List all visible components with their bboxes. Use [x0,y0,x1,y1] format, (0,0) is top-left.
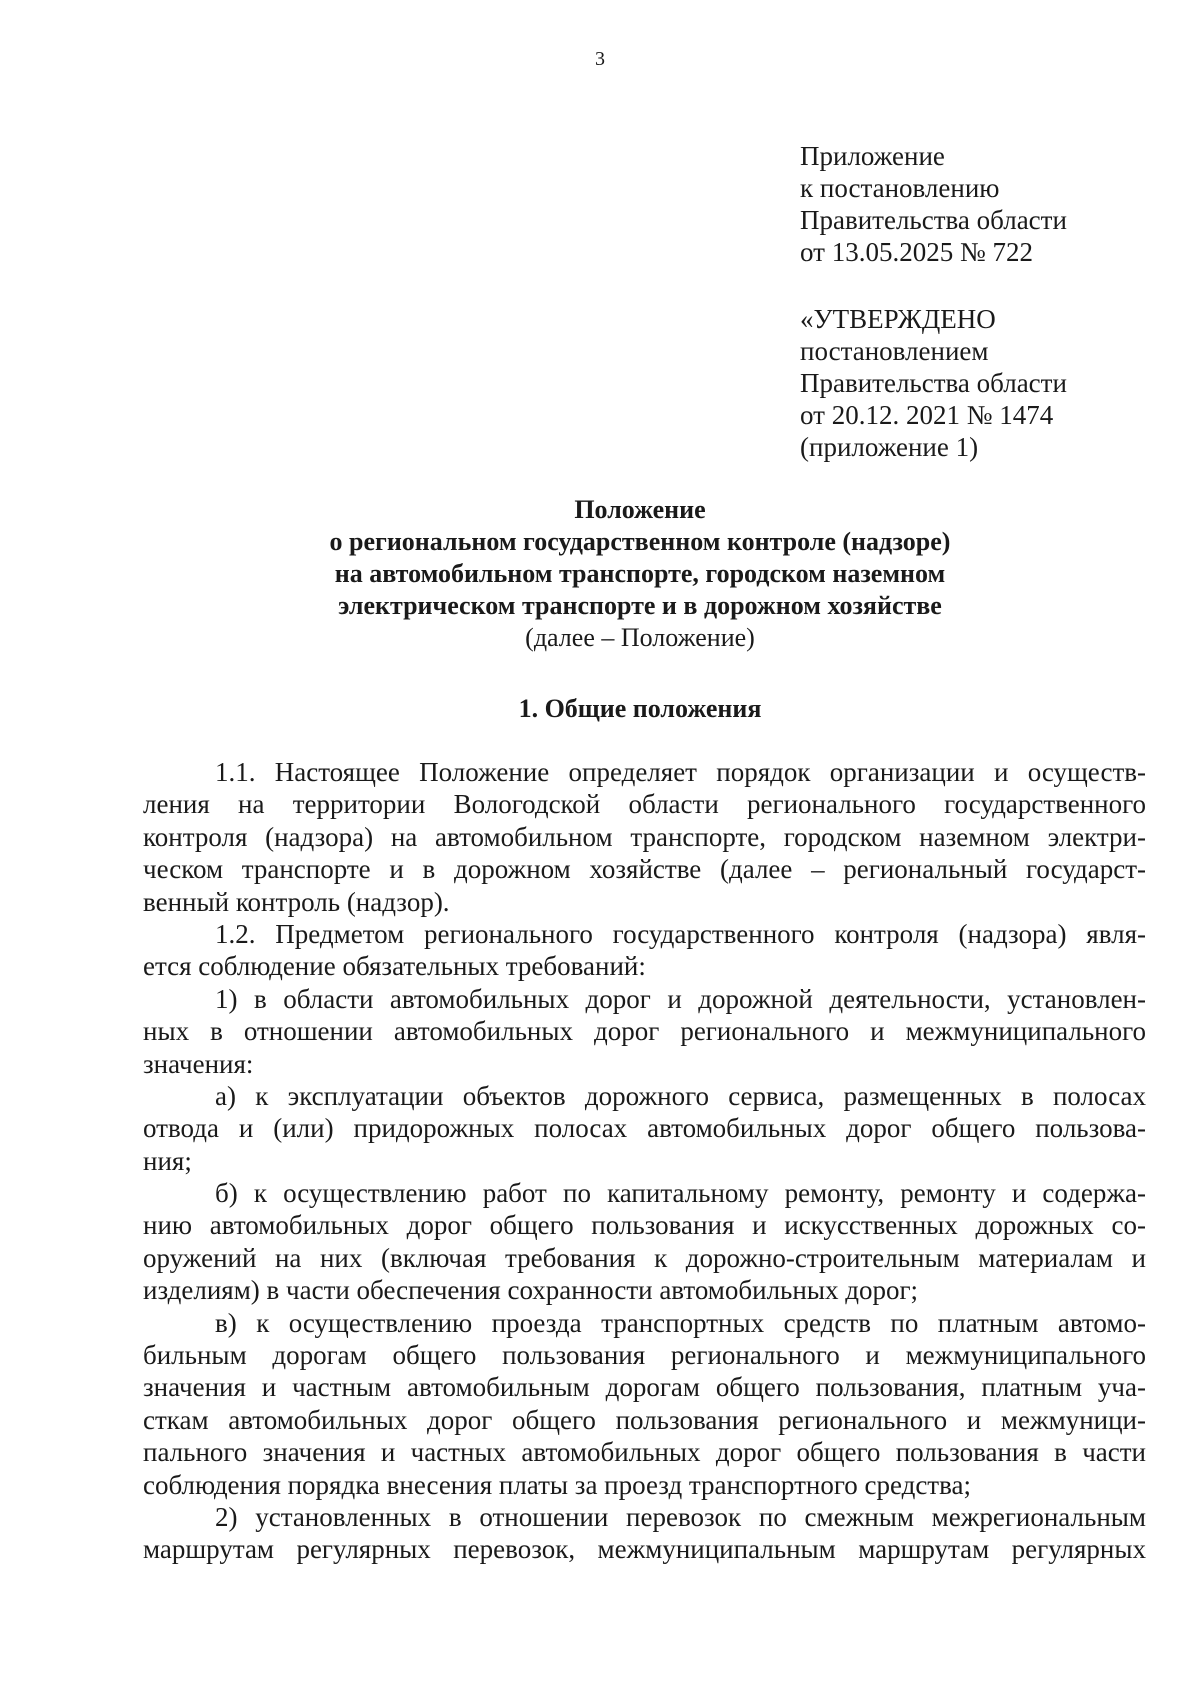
paragraph [143,756,1146,918]
paragraph [143,1080,1146,1177]
paragraph-line: ческом транспорте и в дорожном хозяйстве (далее – региональный государст- [143,854,1146,885]
paragraph [143,918,1146,983]
paragraph-line: оружений на них (включая требования к дорожно-строительным материалам и [143,1242,1146,1273]
paragraph-line: соблюдения порядка внесения платы за проезд транспортного средства; [143,1469,971,1500]
paragraph-line: 1.2. Предметом регионального государственного контроля (надзора) явля- [215,918,1146,949]
paragraph-line: ных в отношении автомобильных дорог регионального и межмуниципального [143,1016,1146,1047]
title-line: Положение [574,495,706,524]
appendix-line: Приложение [800,141,945,171]
title-line: на автомобильном транспорте, городском наземном [334,559,946,588]
title-subtitle: (далее – Положение) [525,623,755,652]
paragraph-line: в) к осуществлению проезда транспортных средств по платным автомо- [215,1307,1146,1338]
paragraph-line: отвода и (или) придорожных полосах автомобильных дорог общего пользова- [143,1113,1146,1144]
approved-line: от 20.12. 2021 № 1474 [800,400,1054,430]
approved-line: «УТВЕРЖДЕНО [800,304,996,334]
appendix-line: Правительства области [800,205,1067,235]
approved-line: постановлением [800,336,989,366]
paragraph-line: бильным дорогам общего пользования регионального и межмуниципального [143,1340,1146,1371]
paragraph-line: ления на территории Вологодской области регионального государственного [143,789,1146,820]
title-line: электрическом транспорте и в дорожном хозяйстве [338,591,942,620]
paragraph-line: 1) в области автомобильных дорог и дорожной деятельности, установлен- [215,983,1146,1014]
paragraph [143,983,1146,1080]
paragraph [143,1307,1146,1501]
appendix-line: от 13.05.2025 № 722 [800,237,1033,267]
body-text [143,756,1146,1566]
approved-line: Правительства области [800,368,1067,398]
paragraph-line: ется соблюдение обязательных требований: [143,951,646,982]
paragraph-line: а) к эксплуатации объектов дорожного сервиса, размещенных в полосах [215,1080,1146,1111]
approved-block [800,303,1160,463]
page-number: 3 [595,48,605,70]
paragraph-line: значения: [143,1048,254,1079]
paragraph-line: пального значения и частных автомобильных дорог общего пользования в части [143,1437,1146,1468]
appendix-line: к постановлению [800,173,1000,203]
paragraph-line: б) к осуществлению работ по капитальному ремонту, ремонту и содержа- [215,1178,1146,1209]
title-line: о региональном государственном контроле (надзоре) [329,527,951,556]
document-title [140,494,1140,654]
paragraph [143,1177,1146,1307]
appendix-block [800,140,1160,268]
paragraph-line: венный контроль (надзор). [143,886,450,917]
approved-line: (приложение 1) [800,432,979,462]
paragraph-line: контроля (надзора) на автомобильном транспорте, городском наземном электри- [143,821,1146,852]
paragraph-line: ния; [143,1145,192,1176]
paragraph-line: сткам автомобильных дорог общего пользования регионального и межмуници- [143,1404,1146,1435]
paragraph-line: нию автомобильных дорог общего пользования и искусственных дорожных со- [143,1210,1146,1241]
paragraph-line: 1.1. Настоящее Положение определяет порядок организации и осуществ- [215,757,1146,787]
paragraph-line: маршрутам регулярных перевозок, межмуниципальным маршрутам регулярных [143,1534,1146,1565]
paragraph-line: изделиям) в части обеспечения сохранности автомобильных дорог; [143,1275,919,1306]
section-heading: 1. Общие положения [518,694,762,723]
paragraph-line: 2) установленных в отношении перевозок по смежным межрегиональным [215,1501,1146,1532]
paragraph-line: значения и частным автомобильным дорогам общего пользования, платным уча- [143,1372,1146,1403]
paragraph [143,1501,1146,1566]
